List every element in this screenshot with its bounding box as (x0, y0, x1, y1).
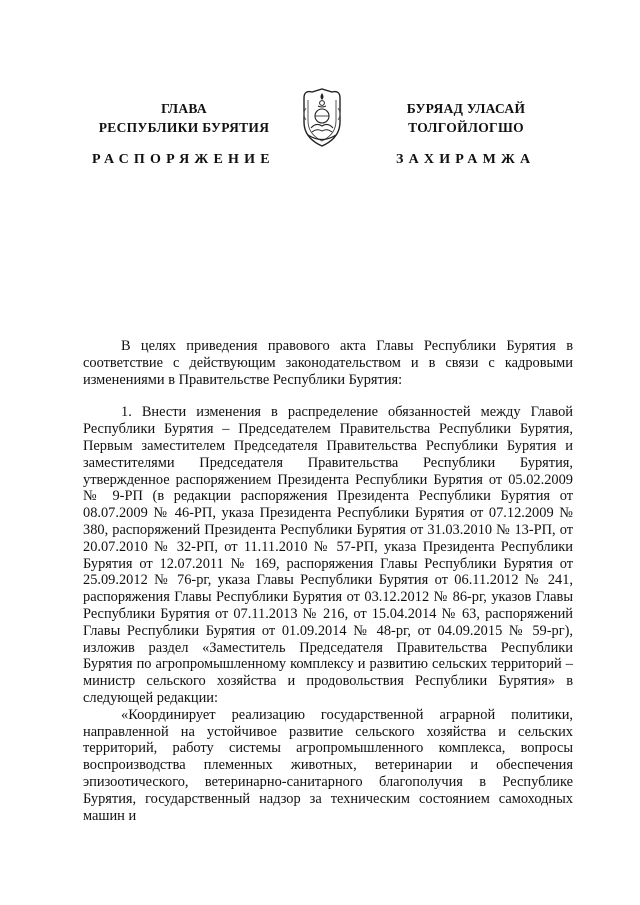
document-body (83, 338, 573, 824)
document-header (0, 0, 640, 190)
issuer-block-russian (84, 99, 284, 137)
issuer-title-russian: ГЛАВА (161, 101, 207, 116)
issuer-block-buryat (366, 99, 566, 137)
issuer-title-buryat: ТОЛГОЙЛОГШО (408, 120, 524, 135)
quoted-section-paragraph: «Координирует реализацию государственной аграрной политики, направленной на устойчивое развитие сельского хозяйства и сельских территорий, работу системы агропромышленного комплекса, вопросы воспроизводства племенных животных, ветеринарии и обеспечения эпизоотического, ветеринарно-санитарного благополучия в Республике Бурятия, государственный надзор за техническим состоянием самоходных машин и (83, 706, 573, 824)
document-type-russian: РАСПОРЯЖЕНИЕ (92, 152, 275, 167)
document-type-buryat: ЗАХИРАМЖА (396, 152, 536, 167)
item-1-paragraph: 1. Внести изменения в распределение обязанностей между Главой Республики Бурятия – Председателем Правительства Республики Бурятия, Первым заместителем Председателя Правительства Республики Бурятия и заместителями Председателя Правительства Республики Бурятия, утвержденное распоряжением Президента Республики Бурятия от 05.02.2009 № 9-РП (в редакции распоряжения Президента Республики Бурятия от 08.07.2009 № 46-РП, указа Президента Республики Бурятия от 07.12.2009 № 380, распоряжений Президента Республики Бурятия от 31.03.2010 № 13-РП, от 20.07.2010 № 32-РП, от 11.11.2010 № 57-РП, указа Президента Республики Бурятия от 12.07.2011 № 169, распоряжения Главы Республики Бурятия от 25.09.2012 № 76-рг, указа Главы Республики Бурятия от 06.11.2012 № 241, распоряжения Главы Республики Бурятия от 03.12.2012 № 86-рг, указов Главы Республики Бурятия от 07.11.2013 № 216, от 15.04.2014 № 63, распоряжений Главы Республики Бурятия от 01.09.2014 № 48-рг, от 04.09.2015 № 59-рг), изложив раздел «Заместитель Председателя Правительства Республики Бурятия по агропромышленному комплексу и развитию сельских территорий – министр сельского хозяйства и продовольствия Республики Бурятия» в следующей редакции: (83, 404, 573, 706)
issuer-republic-russian: РЕСПУБЛИКИ БУРЯТИЯ (98, 120, 270, 135)
issuer-republic-buryat: БУРЯАД УЛАСАЙ (406, 101, 526, 116)
intro-paragraph: В целях приведения правового акта Главы Республики Бурятия в соответствие с действующим законодательством и в связи с кадровыми изменениями в Правительстве Республики Бурятия: (83, 338, 573, 388)
coat-of-arms-icon (298, 88, 346, 148)
